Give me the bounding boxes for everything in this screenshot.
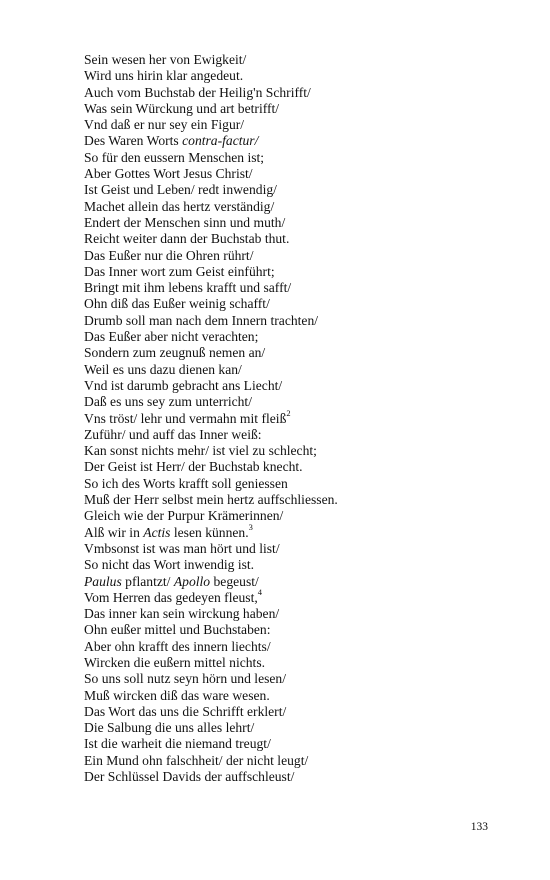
line-text: Der Schlüssel Davids der auffschleust/ bbox=[84, 769, 295, 785]
poem-line bbox=[84, 688, 338, 704]
italic-text: Paulus bbox=[84, 573, 122, 589]
line-text: lesen künnen. bbox=[170, 524, 249, 540]
line-text: Kan sonst nichts mehr/ ist viel zu schlecht; bbox=[84, 443, 317, 459]
poem-line bbox=[84, 264, 338, 280]
poem-line bbox=[84, 166, 338, 182]
line-text: Ist Geist und Leben/ redt inwendig/ bbox=[84, 182, 277, 198]
poem-line bbox=[84, 476, 338, 492]
line-text: Wird uns hirin klar angedeut. bbox=[84, 68, 244, 84]
poem-line bbox=[84, 622, 338, 638]
poem-line bbox=[84, 671, 338, 687]
poem-line bbox=[84, 655, 338, 671]
poem-line bbox=[84, 408, 338, 427]
footnote-marker: 2 bbox=[286, 408, 291, 418]
page-number: 133 bbox=[470, 821, 488, 833]
poem-line bbox=[84, 101, 338, 117]
line-text: Das Inner wort zum Geist einführt; bbox=[84, 263, 275, 279]
line-text: Muß wircken diß das ware wesen. bbox=[84, 687, 270, 703]
poem-line bbox=[84, 753, 338, 769]
poem-line bbox=[84, 182, 338, 198]
poem-line bbox=[84, 133, 338, 149]
poem-line bbox=[84, 150, 338, 166]
line-text: Sein wesen her von Ewigkeit/ bbox=[84, 52, 247, 67]
italic-text: contra-factur/ bbox=[182, 133, 259, 149]
line-text: Vns tröst/ lehr und vermahn mit fleiß bbox=[84, 410, 287, 426]
line-text: Vnd ist darumb gebracht ans Liecht/ bbox=[84, 377, 283, 393]
line-text: Muß der Herr selbst mein hertz auffschliessen. bbox=[84, 492, 338, 508]
line-text: Vom Herren das gedeyen fleust, bbox=[84, 589, 258, 605]
line-text: Bringt mit ihm lebens krafft und safft/ bbox=[84, 280, 292, 296]
line-text: Das Wort das uns die Schrifft erklert/ bbox=[84, 703, 287, 719]
line-text: Ein Mund ohn falschheit/ der nicht leugt/ bbox=[84, 752, 309, 768]
poem-line bbox=[84, 587, 338, 606]
poem-line bbox=[84, 329, 338, 345]
poem-line bbox=[84, 68, 338, 84]
line-text: Ist die warheit die niemand treugt/ bbox=[84, 736, 271, 752]
line-text: Daß es uns sey zum unterricht/ bbox=[84, 394, 252, 410]
line-text: Ohn diß das Eußer weinig schafft/ bbox=[84, 296, 270, 312]
poem-line bbox=[84, 557, 338, 573]
poem-line bbox=[84, 117, 338, 133]
poem-line bbox=[84, 769, 338, 785]
poem-line bbox=[84, 639, 338, 655]
line-text: Vmbsonst ist was man hört und list/ bbox=[84, 540, 280, 556]
poem-line bbox=[84, 720, 338, 736]
poem-line bbox=[84, 606, 338, 622]
poem-line bbox=[84, 704, 338, 720]
line-text: Des Waren Worts bbox=[84, 133, 183, 149]
italic-text: Apollo bbox=[173, 573, 211, 589]
line-text: Aber ohn krafft des innern liechts/ bbox=[84, 638, 271, 654]
poem-line bbox=[84, 427, 338, 443]
line-text: Gleich wie der Purpur Krämerinnen/ bbox=[84, 508, 284, 524]
poem-line bbox=[84, 199, 338, 215]
line-text: Reicht weiter dann der Buchstab thut. bbox=[84, 231, 290, 247]
line-text: Weil es uns dazu dienen kan/ bbox=[84, 361, 242, 377]
line-text: Zuführ/ und auff das Inner weiß: bbox=[84, 426, 262, 442]
line-text: Machet allein das hertz verständig/ bbox=[84, 198, 275, 214]
line-text: Ohn eußer mittel und Buchstaben: bbox=[84, 622, 271, 638]
line-text: So ich des Worts krafft soll geniessen bbox=[84, 475, 288, 491]
poem-line bbox=[84, 492, 338, 508]
poem-text bbox=[84, 52, 338, 785]
poem-line bbox=[84, 394, 338, 410]
poem-line bbox=[84, 736, 338, 752]
line-text: begeust/ bbox=[210, 573, 259, 589]
footnote-marker: 3 bbox=[248, 522, 253, 533]
poem-line bbox=[84, 362, 338, 378]
line-text: So für den eussern Menschen ist; bbox=[84, 149, 265, 165]
poem-line bbox=[84, 541, 338, 557]
poem-line bbox=[84, 85, 338, 101]
poem-line bbox=[84, 459, 338, 475]
line-text: Die Salbung die uns alles lehrt/ bbox=[84, 720, 255, 736]
poem-line bbox=[84, 522, 338, 541]
poem-line bbox=[84, 345, 338, 361]
line-text: Das Eußer nur die Ohren rührt/ bbox=[84, 247, 254, 263]
line-text: Aber Gottes Wort Jesus Christ/ bbox=[84, 166, 253, 182]
line-text: So uns soll nutz seyn hörn und lesen/ bbox=[84, 671, 287, 687]
line-text: Endert der Menschen sinn und muth/ bbox=[84, 214, 286, 230]
line-text: Der Geist ist Herr/ der Buchstab knecht. bbox=[84, 459, 303, 475]
poem-line bbox=[84, 574, 338, 590]
poem-line bbox=[84, 443, 338, 459]
line-text: Das inner kan sein wirckung haben/ bbox=[84, 606, 280, 622]
poem-line bbox=[84, 296, 338, 312]
line-text: Wircken die eußern mittel nichts. bbox=[84, 654, 266, 670]
line-text: pflantzt/ bbox=[121, 573, 174, 589]
line-text: Sondern zum zeugnuß nemen an/ bbox=[84, 345, 266, 361]
line-text: Alß wir in bbox=[84, 524, 144, 540]
poem-line bbox=[84, 215, 338, 231]
line-text: Auch vom Buchstab der Heilig'n Schrifft/ bbox=[84, 84, 311, 100]
line-text: Was sein Würckung und art betrifft/ bbox=[84, 100, 280, 116]
poem-line bbox=[84, 248, 338, 264]
line-text: Vnd daß er nur sey ein Figur/ bbox=[84, 117, 245, 133]
poem-line bbox=[84, 280, 338, 296]
poem-line bbox=[84, 231, 338, 247]
line-text: So nicht das Wort inwendig ist. bbox=[84, 557, 255, 573]
poem-line bbox=[84, 313, 338, 329]
poem-line bbox=[84, 378, 338, 394]
italic-text: Actis bbox=[143, 524, 171, 540]
poem-line bbox=[84, 52, 338, 68]
line-text: Drumb soll man nach dem Innern trachten/ bbox=[84, 312, 319, 328]
poem-line bbox=[84, 508, 338, 524]
line-text: Das Eußer aber nicht verachten; bbox=[84, 329, 259, 345]
footnote-marker: 4 bbox=[257, 587, 263, 598]
